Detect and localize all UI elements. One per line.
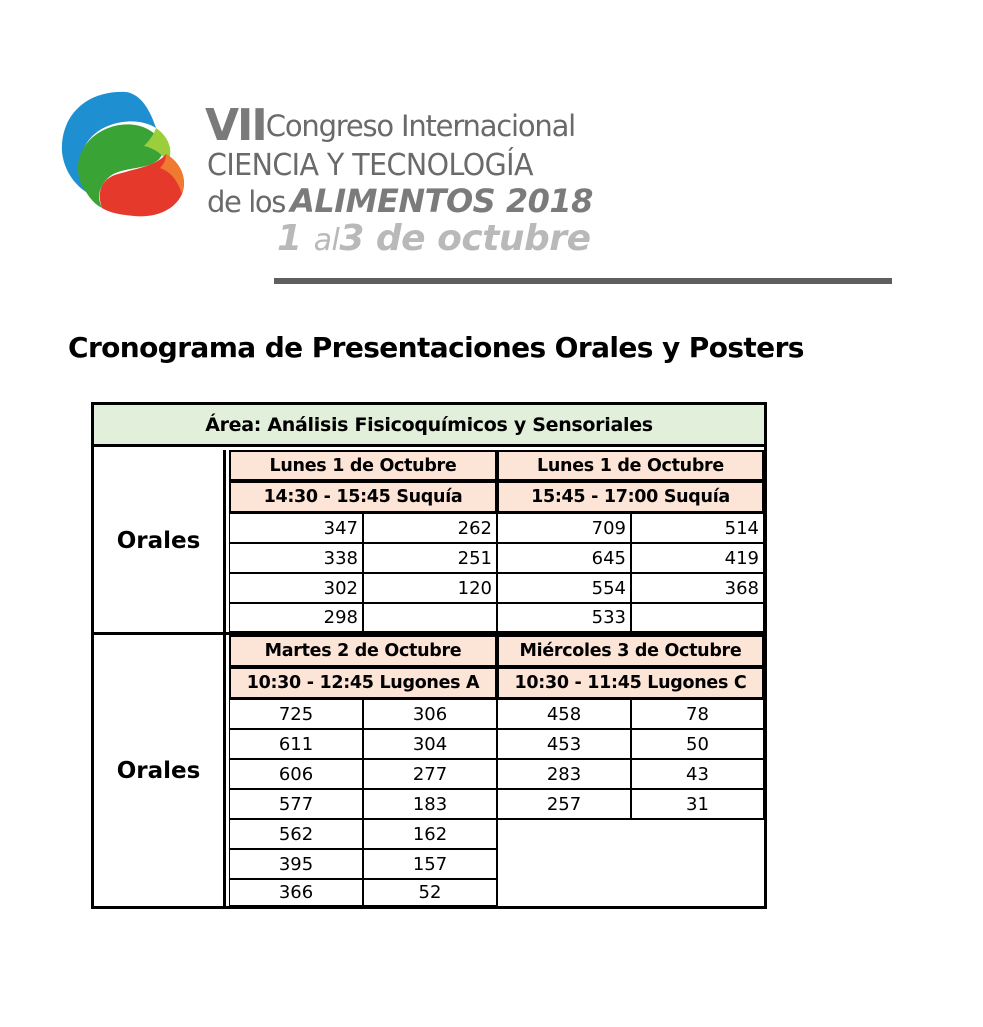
table-cell	[363, 603, 497, 632]
table-cell: 183	[363, 789, 497, 819]
table-cell: 562	[229, 819, 363, 849]
table-cell: 257	[497, 789, 631, 819]
block1-left-day: Lunes 1 de Octubre	[229, 450, 497, 481]
table-cell: 283	[497, 759, 631, 789]
table-cell: 645	[497, 543, 631, 573]
table-cell: 606	[229, 759, 363, 789]
schedule-table	[91, 402, 767, 909]
table-cell: 162	[363, 819, 497, 849]
table-cell: 277	[363, 759, 497, 789]
table-cell: 514	[631, 513, 764, 543]
table-cell: 368	[631, 573, 764, 603]
block1-right-time: 15:45 - 17:00 Suquía	[497, 481, 764, 513]
table-cell: 577	[229, 789, 363, 819]
table-cell: 50	[631, 729, 764, 759]
table-cell: 262	[363, 513, 497, 543]
congress-title	[205, 100, 635, 266]
block1-label: Orales	[94, 450, 226, 632]
table-cell: 725	[229, 699, 363, 729]
page-title: Cronograma de Presentaciones Orales y Posters	[68, 331, 804, 364]
table-cell: 306	[363, 699, 497, 729]
block2-right-day: Miércoles 3 de Octubre	[497, 635, 764, 667]
edition-number: VII	[205, 100, 266, 151]
date-to: 3 de octubre	[339, 218, 591, 259]
title-line-1	[205, 100, 576, 151]
block1-right-day: Lunes 1 de Octubre	[497, 450, 764, 481]
table-cell: 31	[631, 789, 764, 819]
table-cell: 251	[363, 543, 497, 573]
table-cell: 43	[631, 759, 764, 789]
block1-left-time: 14:30 - 15:45 Suquía	[229, 481, 497, 513]
header-rule	[274, 278, 892, 284]
table-cell: 458	[497, 699, 631, 729]
table-cell: 347	[229, 513, 363, 543]
table-cell: 338	[229, 543, 363, 573]
congress-logo	[56, 88, 196, 220]
area-header: Área: Análisis Fisicoquímicos y Sensoriales	[94, 405, 764, 447]
table-cell: 157	[363, 849, 497, 879]
table-cell	[631, 603, 764, 632]
title-line-3	[207, 182, 593, 220]
block2-right-time: 10:30 - 11:45 Lugones C	[497, 667, 764, 699]
table-cell: 453	[497, 729, 631, 759]
block2-left-day: Martes 2 de Octubre	[229, 635, 497, 667]
title-line-2: CIENCIA Y TECNOLOGÍA	[207, 148, 533, 183]
table-cell: 298	[229, 603, 363, 632]
empty-region	[497, 819, 764, 906]
title-main: ALIMENTOS 2018	[290, 182, 593, 220]
table-cell: 395	[229, 849, 363, 879]
table-cell: 302	[229, 573, 363, 603]
event-dates	[277, 218, 590, 259]
block2-left-time: 10:30 - 12:45 Lugones A	[229, 667, 497, 699]
table-cell: 304	[363, 729, 497, 759]
table-cell: 709	[497, 513, 631, 543]
title-prefix: de los	[207, 185, 285, 219]
table-cell: 419	[631, 543, 764, 573]
date-connector: al	[313, 223, 340, 258]
block2-label: Orales	[94, 635, 226, 906]
table-cell: 611	[229, 729, 363, 759]
logo-icon	[56, 88, 196, 220]
table-cell: 533	[497, 603, 631, 632]
table-cell: 52	[363, 879, 497, 906]
date-from: 1	[277, 218, 302, 259]
congress-name: Congreso Internacional	[265, 109, 576, 143]
table-cell: 120	[363, 573, 497, 603]
table-cell: 78	[631, 699, 764, 729]
table-cell: 554	[497, 573, 631, 603]
table-cell: 366	[229, 879, 363, 906]
